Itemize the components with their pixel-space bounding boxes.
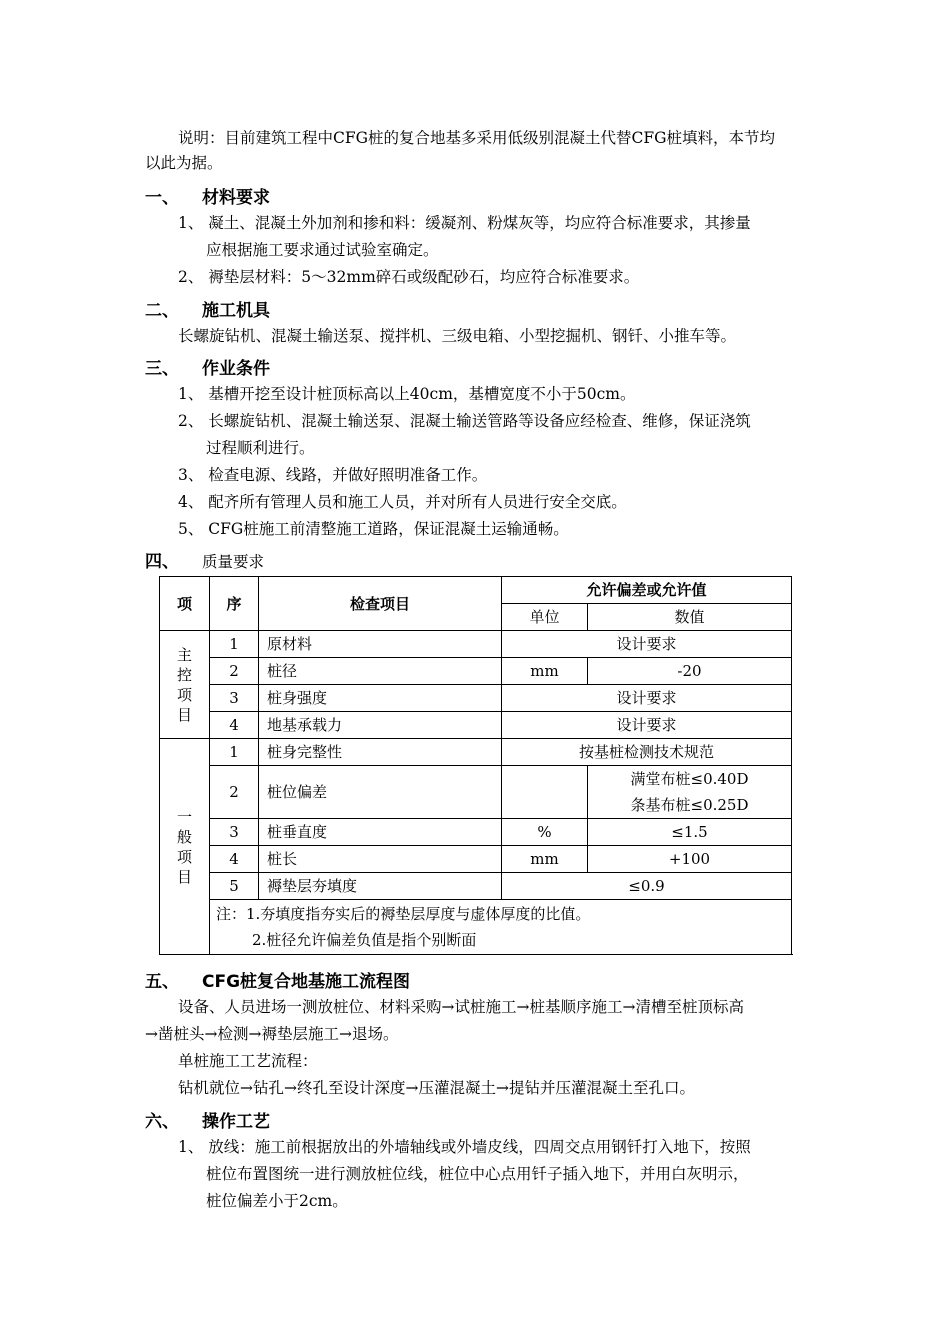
s6-item-1-line-3: 桩位偏差小于2cm。 <box>206 1192 348 1210</box>
row-seq: 1 <box>210 631 259 658</box>
row-seq: 3 <box>210 685 259 712</box>
row-unit: % <box>502 819 588 846</box>
table-row <box>160 658 792 685</box>
section-2-number: 二、 <box>145 301 179 321</box>
s1-item-1-line-2: 应根据施工要求通过试验室确定。 <box>206 241 439 259</box>
row-merged-value: 设计要求 <box>502 685 792 712</box>
table-row <box>160 873 792 900</box>
s3-item-2-line-1: 2、 长螺旋钻机、混凝土输送泵、混凝土输送管路等设备应经检查、维修，保证浇筑 <box>178 412 751 430</box>
table-row <box>160 712 792 739</box>
table-row <box>160 631 792 658</box>
section-4-heading <box>145 552 264 572</box>
section-3-title: 作业条件 <box>202 359 270 379</box>
row-merged-value: 按基桩检测技术规范 <box>502 739 792 766</box>
row-value: ≤1.5 <box>588 819 792 846</box>
s5-single-flow: 钻机就位→钻孔→终孔至设计深度→压灌混凝土→提钻并压灌混凝土至孔口。 <box>178 1079 695 1097</box>
s3-item-4: 4、 配齐所有管理人员和施工人员，并对所有人员进行安全交底。 <box>178 493 627 511</box>
s3-item-1: 1、 基槽开挖至设计桩顶标高以上40cm，基槽宽度不小于50cm。 <box>178 385 636 403</box>
header-seq: 序 <box>210 577 259 631</box>
s6-item-1-line-1: 1、 放线：施工前根据放出的外墙轴线或外墙皮线，四周交点用钢钎打入地下，按照 <box>178 1138 751 1156</box>
section-2-title: 施工机具 <box>202 301 270 321</box>
row-merged-value: 设计要求 <box>502 712 792 739</box>
table-row <box>160 739 792 766</box>
row-item: 桩径 <box>259 658 502 685</box>
row-merged-value: ≤0.9 <box>502 873 792 900</box>
row-seq: 5 <box>210 873 259 900</box>
section-4-title: 质量要求 <box>202 553 265 571</box>
intro-line-1: 说明：目前建筑工程中CFG桩的复合地基多采用低级别混凝土代替CFG桩填料，本节均 <box>178 129 775 147</box>
s2-text: 长螺旋钻机、混凝土输送泵、搅拌机、三级电箱、小型挖掘机、钢钎、小推车等。 <box>178 327 737 345</box>
group-main-control: 主 控 项 目 <box>160 631 210 739</box>
section-5-heading <box>145 971 410 993</box>
header-check-item: 检查项目 <box>259 577 502 631</box>
section-6-number: 六、 <box>145 1112 179 1132</box>
section-4-number: 四、 <box>145 552 179 572</box>
row-seq: 4 <box>210 846 259 873</box>
section-3-number: 三、 <box>145 359 179 379</box>
table-note-row <box>160 900 792 955</box>
table-note-line-1: 注：1.夯填度指夯实后的褥垫层厚度与虚体厚度的比值。 <box>216 905 591 923</box>
row-value: -20 <box>588 658 792 685</box>
section-6-title: 操作工艺 <box>202 1112 270 1132</box>
row-merged-value: 设计要求 <box>502 631 792 658</box>
section-5-title: CFG桩复合地基施工流程图 <box>202 972 411 992</box>
row-value: 满堂布桩≤0.40D 条基布桩≤0.25D <box>588 766 792 819</box>
row-seq: 1 <box>210 739 259 766</box>
table-row <box>160 685 792 712</box>
row-item: 地基承载力 <box>259 712 502 739</box>
row-seq: 2 <box>210 658 259 685</box>
row-seq: 4 <box>210 712 259 739</box>
table-row <box>160 846 792 873</box>
row-item: 桩垂直度 <box>259 819 502 846</box>
section-1-number: 一、 <box>145 188 179 208</box>
row-item: 桩位偏差 <box>259 766 502 819</box>
row-item: 褥垫层夯填度 <box>259 873 502 900</box>
section-5-number: 五、 <box>145 972 179 992</box>
header-value: 数值 <box>588 604 792 631</box>
row-item: 桩身强度 <box>259 685 502 712</box>
header-unit: 单位 <box>502 604 588 631</box>
table-row <box>160 766 792 819</box>
s3-item-5: 5、 CFG桩施工前清整施工道路，保证混凝土运输通畅。 <box>178 520 569 538</box>
header-item: 项 <box>160 577 210 631</box>
s5-flow-line-2: →凿桩头→检测→褥垫层施工→退场。 <box>145 1025 399 1043</box>
group-general: 一 般 项 目 <box>160 739 210 955</box>
table-note <box>210 900 792 955</box>
row-item: 桩长 <box>259 846 502 873</box>
table-row <box>160 819 792 846</box>
row-item: 原材料 <box>259 631 502 658</box>
intro-line-2: 以此为据。 <box>145 154 223 172</box>
row-value: +100 <box>588 846 792 873</box>
header-allowance: 允许偏差或允许值 <box>502 577 792 604</box>
s6-item-1-line-2: 桩位布置图统一进行测放桩位线，桩位中心点用钎子插入地下，并用白灰明示， <box>206 1165 749 1183</box>
s5-single-label: 单桩施工工艺流程： <box>178 1052 318 1070</box>
section-1-title: 材料要求 <box>202 188 270 208</box>
s1-item-1-line-1: 1、 凝土、混凝土外加剂和掺和料：缓凝剂、粉煤灰等，均应符合标准要求，其掺量 <box>178 214 751 232</box>
section-1-heading <box>145 187 270 209</box>
row-seq: 3 <box>210 819 259 846</box>
row-unit <box>502 766 588 819</box>
s5-flow-line-1: 设备、人员进场一测放桩位、材料采购→试桩施工→桩基顺序施工→清槽至桩顶标高 <box>178 998 744 1016</box>
row-item: 桩身完整性 <box>259 739 502 766</box>
section-6-heading <box>145 1111 270 1133</box>
row-unit: mm <box>502 658 588 685</box>
s3-item-3: 3、 检查电源、线路，并做好照明准备工作。 <box>178 466 488 484</box>
section-3-heading <box>145 358 270 380</box>
row-seq: 2 <box>210 766 259 819</box>
quality-table <box>159 576 792 955</box>
s3-item-2-line-2: 过程顺利进行。 <box>206 439 315 457</box>
section-2-heading <box>145 300 270 322</box>
row-unit: mm <box>502 846 588 873</box>
s1-item-2: 2、 褥垫层材料：5～32mm碎石或级配砂石，均应符合标准要求。 <box>178 268 640 286</box>
table-note-line-2: 2.桩径允许偏差负值是指个别断面 <box>252 931 477 949</box>
